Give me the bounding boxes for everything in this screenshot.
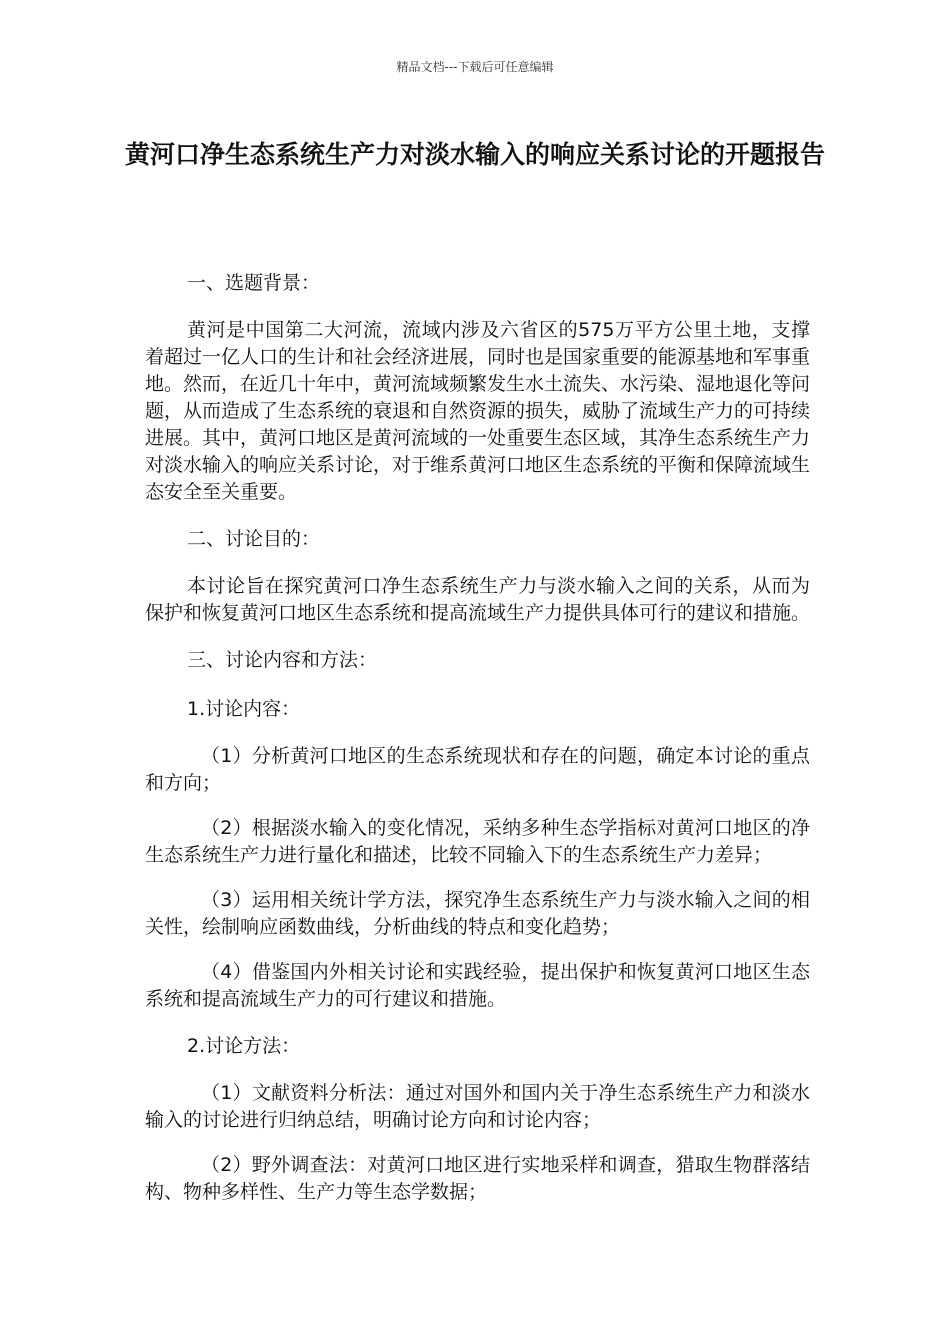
content-item: （2）根据淡水输入的变化情况，采纳多种生态学指标对黄河口地区的净生态系统生产力进行量化和描述，比较不同输入下的生态系统生产力差异； bbox=[145, 817, 810, 866]
page-header: 精品文档---下载后可任意编辑 bbox=[396, 60, 554, 74]
document-body bbox=[145, 268, 810, 1224]
section-heading-methods: 三、讨论内容和方法： bbox=[187, 649, 378, 671]
method-item: （2）野外调查法：对黄河口地区进行实地采样和调查，猎取生物群落结构、物种多样性、生产力等生态学数据； bbox=[145, 1154, 810, 1203]
purpose-paragraph: 本讨论旨在探究黄河口净生态系统生产力与淡水输入之间的关系，从而为保护和恢复黄河口地区生态系统和提高流域生产力提供具体可行的建议和措施。 bbox=[145, 575, 811, 624]
content-item: （3）运用相关统计学方法，探究净生态系统生产力与淡水输入之间的相关性，绘制响应函数曲线，分析曲线的特点和变化趋势； bbox=[145, 889, 810, 938]
subheading-content: 1.讨论内容： bbox=[187, 698, 301, 720]
section-heading-background: 一、选题背景： bbox=[187, 272, 321, 294]
method-item: （1）文献资料分析法：通过对国外和国内关于净生态系统生产力和淡水输入的讨论进行归纳总结，明确讨论方向和讨论内容； bbox=[145, 1082, 810, 1131]
subheading-method: 2.讨论方法： bbox=[187, 1035, 301, 1057]
section-heading-purpose: 二、讨论目的： bbox=[187, 528, 321, 550]
background-paragraph: 黄河是中国第二大河流，流域内涉及六省区的575万平方公里土地，支撑着超过一亿人口的生计和社会经济进展，同时也是国家重要的能源基地和军事重地。然而，在近几十年中，黄河流域频繁发生水土流失、水污染、湿地退化等问题，从而造成了生态系统的衰退和自然资源的损失，威胁了流域生产力的可持续进展。其中，黄河口地区是黄河流域的一处重要生态区域，其净生态系统生产力对淡水输入的响应关系讨论，对于维系黄河口地区生态系统的平衡和保障流域生态安全至关重要。 bbox=[145, 319, 811, 503]
content-item: （1）分析黄河口地区的生态系统现状和存在的问题，确定本讨论的重点和方向； bbox=[145, 745, 810, 794]
content-item: （4）借鉴国内外相关讨论和实践经验，提出保护和恢复黄河口地区生态系统和提高流域生产力的可行建议和措施。 bbox=[145, 961, 810, 1010]
document-title: 黄河口净生态系统生产力对淡水输入的响应关系讨论的开题报告 bbox=[124, 140, 825, 169]
